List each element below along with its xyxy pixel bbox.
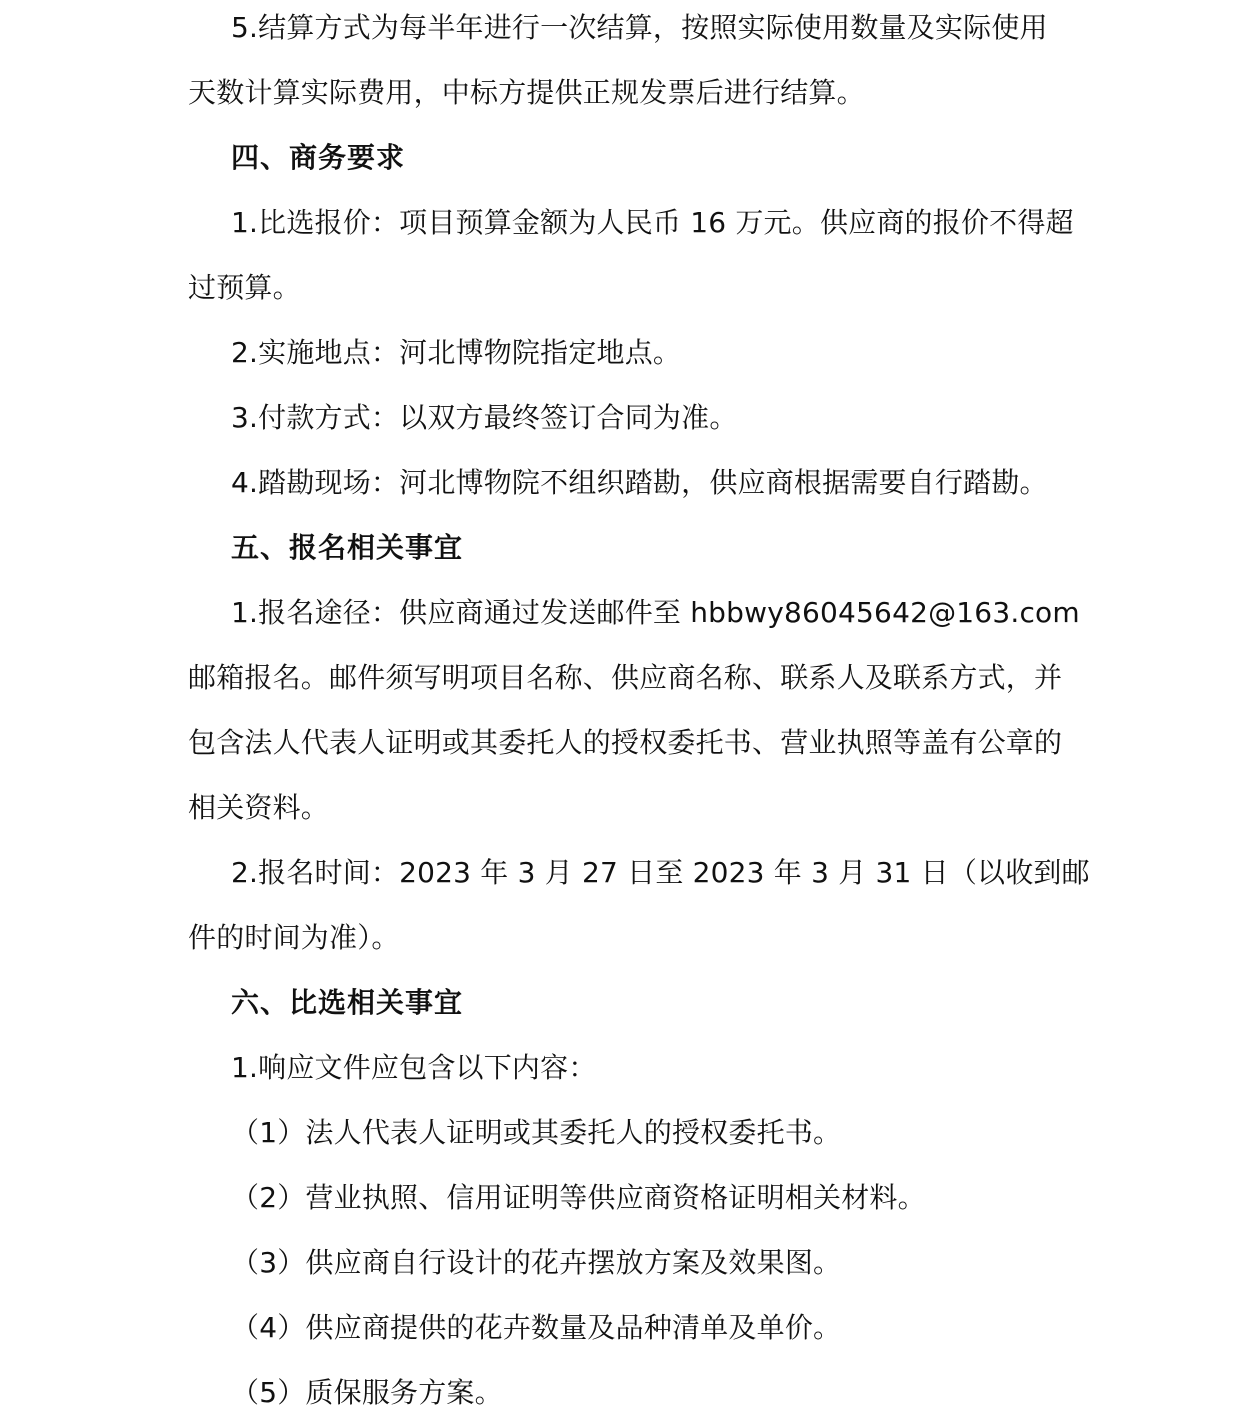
- paragraph-registration-method-line-4: 相关资料。: [188, 791, 330, 824]
- list-item-5: （5）质保服务方案。: [231, 1376, 503, 1409]
- paragraph-site-survey: 4.踏勘现场：河北博物院不组织踏勘，供应商根据需要自行踏勘。: [231, 466, 1048, 499]
- paragraph-settlement-line-1: 5.结算方式为每半年进行一次结算，按照实际使用数量及实际使用: [231, 11, 1048, 44]
- list-item-3: （3）供应商自行设计的花卉摆放方案及效果图。: [231, 1246, 842, 1279]
- list-item-1: （1）法人代表人证明或其委托人的授权委托书。: [231, 1116, 842, 1149]
- paragraph-registration-time-line-1: 2.报名时间：2023 年 3 月 27 日至 2023 年 3 月 31 日（以收到邮: [231, 856, 1090, 889]
- list-item-4: （4）供应商提供的花卉数量及品种清单及单价。: [231, 1311, 842, 1344]
- paragraph-location: 2.实施地点：河北博物院指定地点。: [231, 336, 682, 369]
- section-heading-registration: 五、报名相关事宜: [231, 531, 464, 564]
- paragraph-registration-method-line-1: 1.报名途径：供应商通过发送邮件至 hbbwy86045642@163.com: [231, 596, 1080, 629]
- paragraph-registration-method-line-2: 邮箱报名。邮件须写明项目名称、供应商名称、联系人及联系方式，并: [188, 661, 1063, 694]
- section-heading-business-requirements: 四、商务要求: [231, 141, 406, 174]
- section-heading-selection: 六、比选相关事宜: [231, 986, 464, 1019]
- list-item-2: （2）营业执照、信用证明等供应商资格证明相关材料。: [231, 1181, 926, 1214]
- paragraph-payment: 3.付款方式：以双方最终签订合同为准。: [231, 401, 738, 434]
- paragraph-quotation-line-1: 1.比选报价：项目预算金额为人民币 16 万元。供应商的报价不得超: [231, 206, 1074, 239]
- paragraph-registration-method-line-3: 包含法人代表人证明或其委托人的授权委托书、营业执照等盖有公章的: [188, 726, 1063, 759]
- paragraph-quotation-line-2: 过预算。: [188, 271, 301, 304]
- paragraph-registration-time-line-2: 件的时间为准）。: [188, 921, 400, 954]
- paragraph-settlement-line-2: 天数计算实际费用，中标方提供正规发票后进行结算。: [188, 76, 865, 109]
- paragraph-response-docs: 1.响应文件应包含以下内容：: [231, 1051, 597, 1084]
